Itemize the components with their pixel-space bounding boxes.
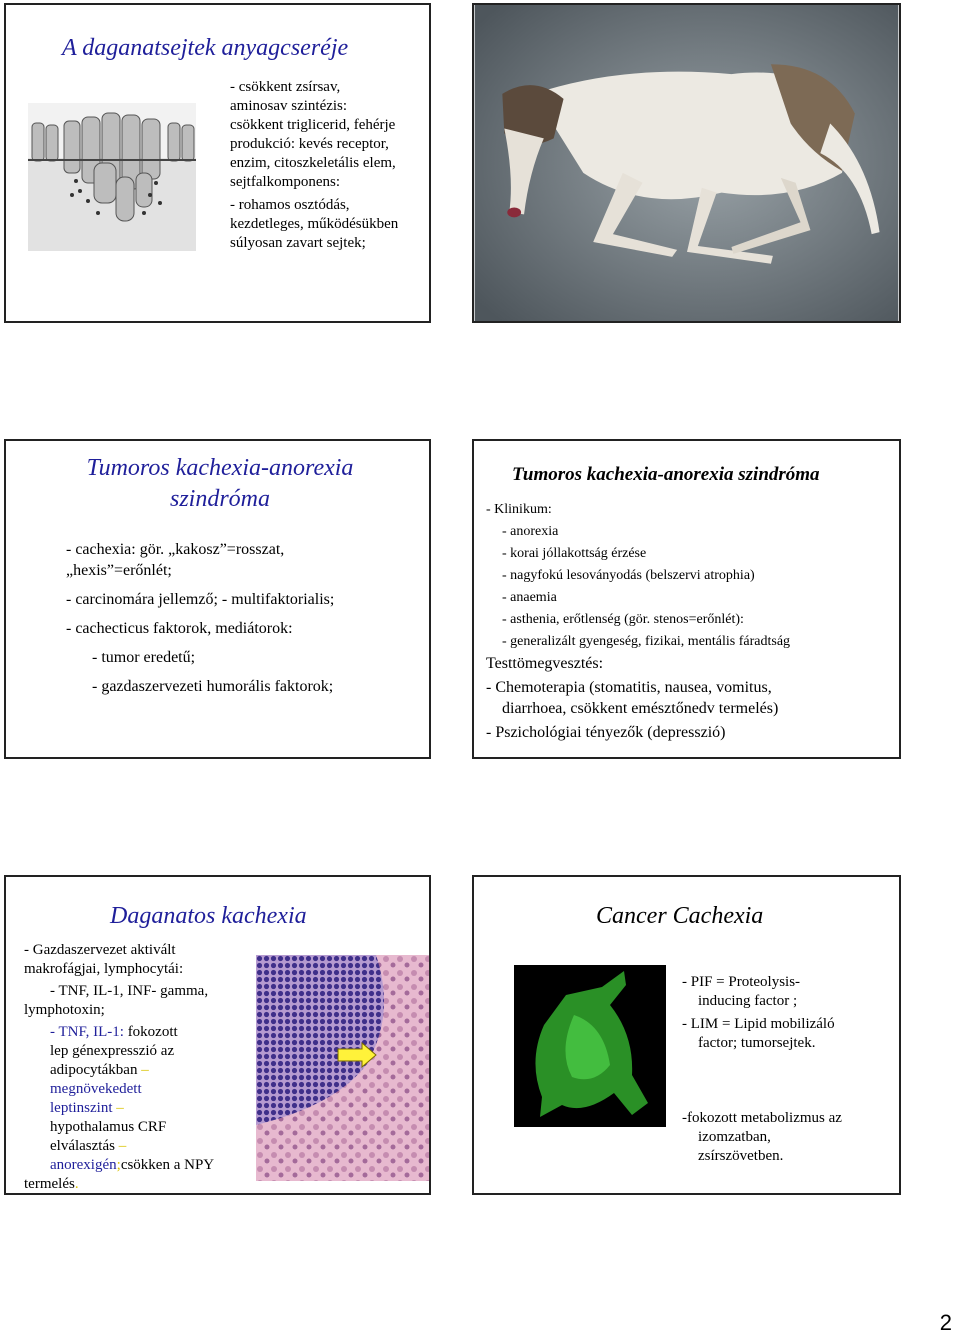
metabolism-text: - csökkent zsírsav, aminosav szintézis: csökkent triglicerid, fehérje produkció: kevés receptor, enzim, citoszkeletális elem, sejtfalkomponens: - rohamos osztódás, kezdetleges, működésükben súlyosan zavart sejtek; (230, 79, 399, 251)
epithelium-illustration (28, 103, 196, 251)
slide-metabolism (4, 3, 431, 323)
slide-daganatos-kachexia (4, 875, 431, 1195)
metabolism-note: -fokozott metabolizmus az izomzatban, zsírszövetben. (682, 1110, 842, 1164)
histology-photo (256, 955, 430, 1181)
slide-title: Tumoros kachexia-anorexia szindróma (86, 455, 354, 512)
slide-title: Cancer Cachexia (596, 903, 764, 929)
weightloss-text: Testtömegvesztés: - Chemoterapia (stomatitis, nausea, vomitus, diarrhoea, csökkent emésztőnedv termelés) - Pszichológiai tényezők (depresszió) (486, 655, 779, 741)
fluorescent-cell-photo (514, 965, 666, 1127)
slide-kachexia-clinic (472, 439, 901, 759)
cachectic-dog-photo (472, 3, 901, 323)
clinic-text: - Klinikum: - anorexia - korai jóllakottság érzése - nagyfokú lesoványodás (belszervi atrophia) - anaemia - asthenia, erőtlenség (gör. stenos=erőnlét): - generalizált gyengeség, fizikai, mentális fáradtság (486, 502, 791, 649)
factors-text: - PIF = Proteolysis- inducing factor ; - LIM = Lipid mobilizáló factor; tumorsejtek. (682, 974, 835, 1051)
host-response-text: - Gazdaszervezet aktivált makrofágjai, lymphocytái: - TNF, IL-1, INF- gamma, lymphotoxin; - TNF, IL-1: fokozott lep génexpresszió az adipocytákban – megnövekedett leptinszint – hypothalamus CRF elválasztás – anorexigén;csökken a NPY termelés. (24, 942, 215, 1192)
page-number: 2 (939, 1310, 952, 1335)
slide-title: A daganatsejtek anyagcseréje (62, 35, 349, 61)
slide-cancer-cachexia (472, 875, 901, 1195)
slide-title: Tumoros kachexia-anorexia szindróma (512, 464, 820, 485)
slide-title: Daganatos kachexia (110, 903, 307, 929)
definition-text: - cachexia: gör. „kakosz”=rosszat, „hexis”=erőnlét; - carcinomára jellemző; - multifaktorialis; - cachecticus faktorok, mediátorok: - tumor eredetű; - gazdaszervezeti humorális faktorok; (66, 541, 335, 695)
slide-kachexia-definition (4, 439, 431, 759)
